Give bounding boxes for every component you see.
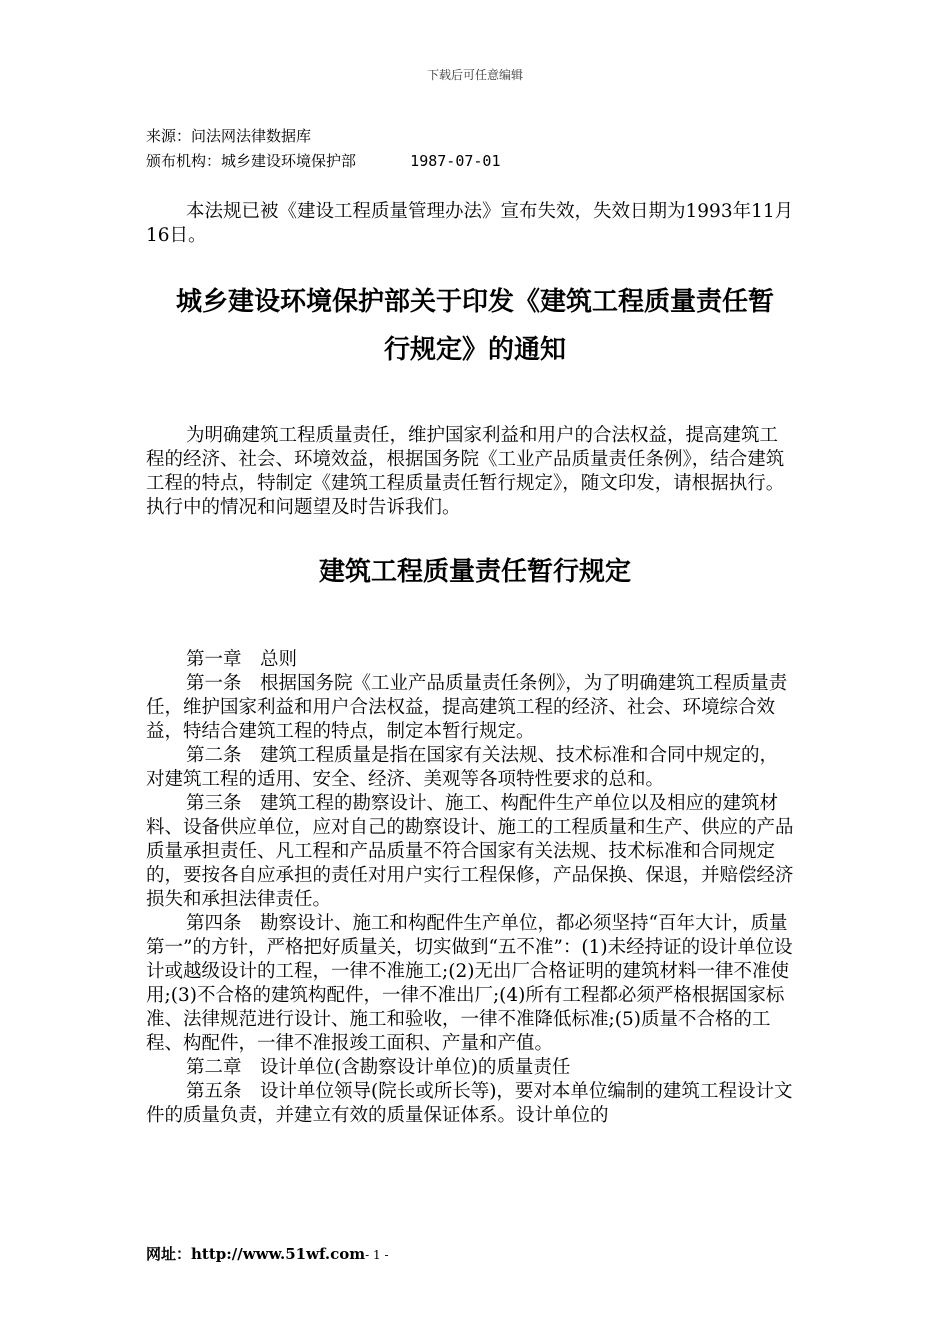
article-paragraph: 第四条 勘察设计、施工和构配件生产单位，都必须坚持“百年大计，质量第一”的方针，严格把好质量关，切实做到“五不准”：(1)未经持证的设计单位设计或越级设计的工程，一律不准施工;(2)无出厂合格证明的建筑材料一律不准使用;(3)不合格的建筑构配件，一律不准出厂;(4)所有工程都必须严格根据国家标准、法律规范进行设计、施工和验收，一律不准降低标准;(5)质量不合格的工程、构配件，一律不准报竣工面积、产量和产值。 xyxy=(146,913,793,1054)
page-number: - 1 - xyxy=(365,1248,389,1262)
article-paragraph: 第三条 建筑工程的勘察设计、施工、构配件生产单位以及相应的建筑材料、设备供应单位，应对自己的勘察设计、施工的工程质量和生产、供应的产品质量承担责任、凡工程和产品质量不符合国家有关法规、技术标准和合同规定的，要按各自应承担的责任对用户实行工程保修，产品保换、保退，并赔偿经济损失和承担法律责任。 xyxy=(146,793,794,910)
intro-paragraph xyxy=(146,424,796,520)
issuer-line: 颁布机构：城乡建设环境保护部 1987-07-01 xyxy=(146,152,501,170)
chapter-heading: 第一章 总则 xyxy=(186,649,298,670)
article-paragraph: 第五条 设计单位领导(院长或所长等)，要对本单位编制的建筑工程设计文件的质量负责，并建立有效的质量保证体系。设计单位的 xyxy=(146,1081,793,1126)
page-header: 下载后可任意编辑 xyxy=(426,68,523,82)
notice-text: 本法规已被《建设工程质量管理办法》宣布失效，失效日期为1993年11月16日。 xyxy=(146,201,794,246)
footer-url[interactable]: http://www.51wf.com xyxy=(191,1245,366,1263)
notice-title-line2: 行规定》的通知 xyxy=(383,335,566,365)
intro-text: 为明确建筑工程质量责任，维护国家利益和用户的合法权益，提高建筑工程的经济、社会、环境效益，根据国务院《工业产品质量责任条例》，结合建筑工程的特点，特制定《建筑工程质量责任暂行规定》，随文印发，请根据执行。执行中的情况和问题望及时告诉我们。 xyxy=(146,425,785,518)
notice-title-line1: 城乡建设环境保护部关于印发《建筑工程质量责任暂 xyxy=(175,287,774,317)
source-line: 来源：问法网法律数据库 xyxy=(146,127,312,145)
notice-title xyxy=(100,278,850,374)
regulation-title: 建筑工程质量责任暂行规定 xyxy=(318,557,631,587)
article-paragraph: 第一条 根据国务院《工业产品质量责任条例》，为了明确建筑工程质量责任，维护国家利益和用户合法权益，提高建筑工程的经济、社会、环境综合效益，特结合建筑工程的特点，制定本暂行规定。 xyxy=(146,673,788,742)
chapter-heading: 第二章 设计单位(含勘察设计单位)的质量责任 xyxy=(186,1057,571,1078)
invalidation-notice xyxy=(146,200,796,248)
footer-label: 网址： xyxy=(146,1245,192,1263)
regulation-body xyxy=(146,648,796,1128)
page-footer xyxy=(146,1243,389,1264)
article-paragraph: 第二条 建筑工程质量是指在国家有关法规、技术标准和合同中规定的，对建筑工程的适用、安全、经济、美观等各项特性要求的总和。 xyxy=(146,745,779,790)
